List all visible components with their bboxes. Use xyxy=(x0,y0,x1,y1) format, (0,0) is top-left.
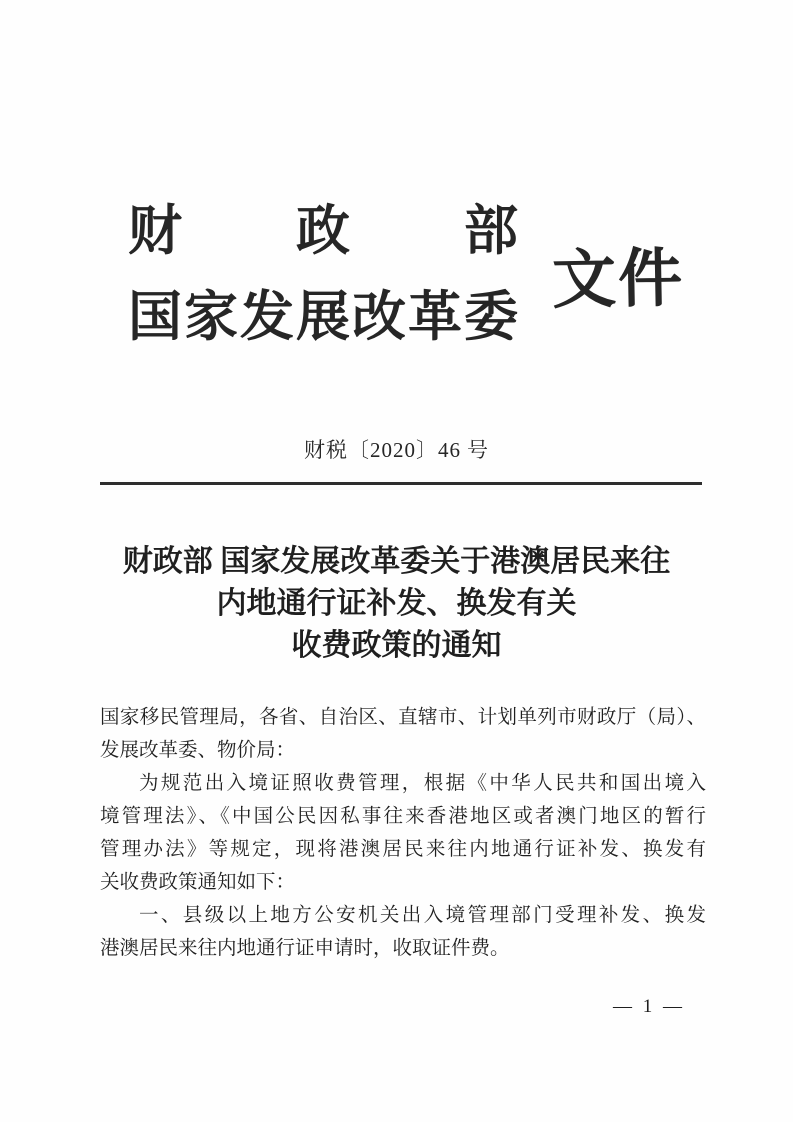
title-line-2: 内地通行证补发、换发有关 xyxy=(216,587,577,620)
body-line: 关收费政策通知如下： xyxy=(100,872,296,893)
body-line: 境管理法》、《中国公民因私事往来香港地区或者澳门地区的暂行 xyxy=(100,806,706,827)
title-line-3: 收费政策的通知 xyxy=(291,629,502,662)
issuing-org-block xyxy=(128,200,518,348)
document-number-code: 财税〔2020〕46 xyxy=(304,438,461,462)
body-line: 国家移民管理局，各省、自治区、直辖市、计划单列市财政厅（局）、 xyxy=(100,707,706,728)
document-number xyxy=(0,436,793,464)
title-line-1: 财政部 国家发展改革委关于港澳居民来往 xyxy=(122,545,671,578)
paragraph-salutation xyxy=(100,701,706,767)
body-line: 为规范出入境证照收费管理，根据《中华人民共和国出境入 xyxy=(139,773,706,794)
body-line: 港澳居民来往内地通行证申请时，收取证件费。 xyxy=(100,938,510,959)
body-line: 一、县级以上地方公安机关出入境管理部门受理补发、换发 xyxy=(139,905,706,926)
document-number-suffix: 号 xyxy=(467,438,489,462)
paragraph-preamble xyxy=(100,767,706,899)
paragraph-item-one xyxy=(100,899,706,965)
page-number: — 1 — xyxy=(613,996,685,1017)
org-name-ndrc: 国家发展改革委 xyxy=(128,287,518,347)
document-title xyxy=(0,541,793,667)
body-line: 发展改革委、物价局： xyxy=(100,740,296,761)
org-name-finance-ministry: 财政部 xyxy=(128,201,518,261)
letterhead xyxy=(128,200,684,348)
separator-rule xyxy=(100,482,702,485)
document-label: 文件 xyxy=(551,242,685,317)
document-body xyxy=(100,701,706,965)
body-line: 管理办法》等规定，现将港澳居民来往内地通行证补发、换发有 xyxy=(100,839,706,860)
